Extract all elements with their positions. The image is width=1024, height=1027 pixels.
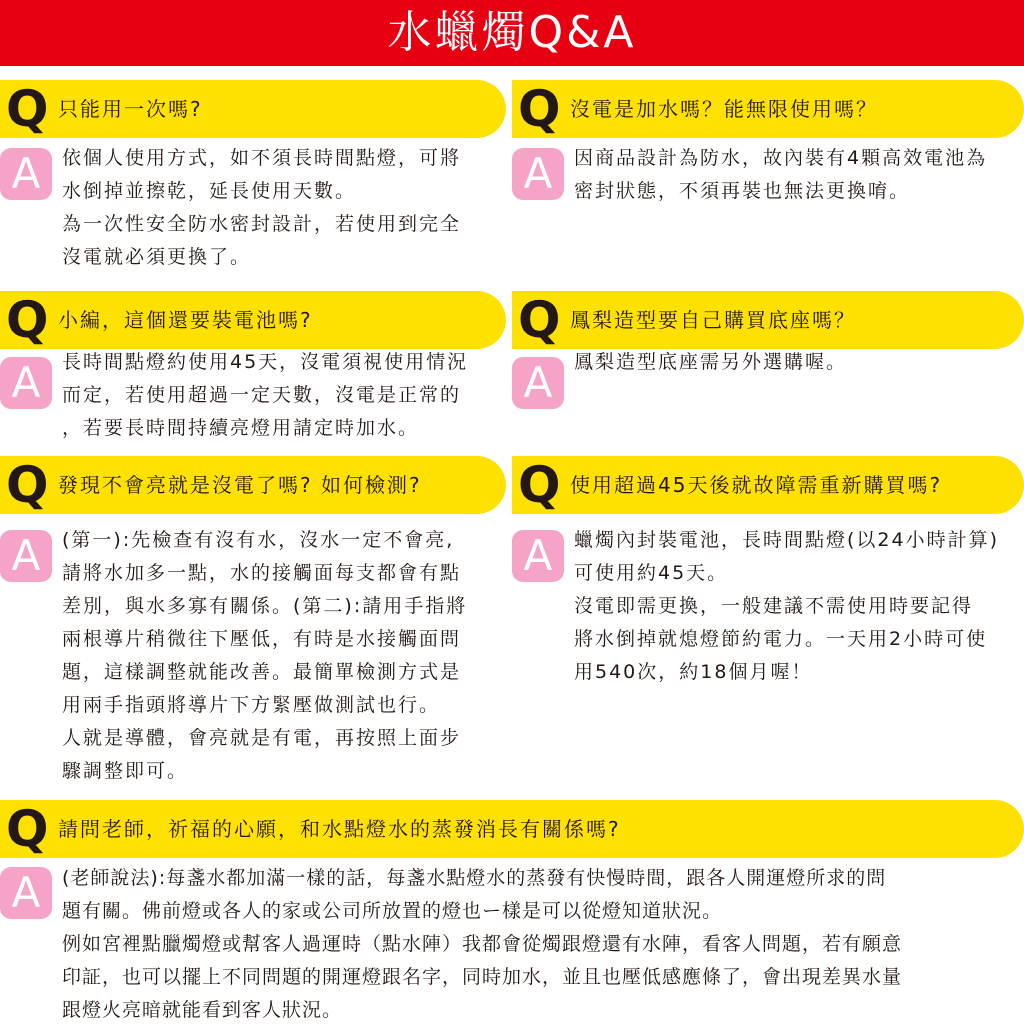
answer-badge: A xyxy=(512,357,564,409)
answer-line: (第一):先檢查有沒有水，沒水一定不會亮, xyxy=(62,529,455,551)
answer-badge: A xyxy=(0,530,52,582)
question-marker: Q xyxy=(518,80,561,138)
question-text: 發現不會亮就是沒電了嗎? 如何檢測? xyxy=(58,473,422,497)
question-marker: Q xyxy=(6,291,49,349)
answer-line: 驟調整即可。 xyxy=(62,760,189,782)
answer-badge: A xyxy=(512,530,564,582)
question-bar xyxy=(512,80,1024,138)
question-text: 小編，這個還要裝電池嗎? xyxy=(58,308,313,332)
question-marker: Q xyxy=(6,800,49,858)
question-bar xyxy=(0,291,506,349)
question-text: 請問老師，祈福的心願，和水點燈水的蒸發消長有關係嗎? xyxy=(58,817,621,841)
answer-text xyxy=(574,524,1022,689)
answer-line: 而定，若使用超過一定天數，沒電是正常的 xyxy=(62,384,462,406)
answer-line: 蠟燭內封裝電池，長時間點燈(以24小時計算) xyxy=(574,529,1000,551)
question-text: 只能用一次嗎? xyxy=(58,97,203,121)
answer-badge: A xyxy=(0,357,52,409)
answer-line: 人就是導體，會亮就是有電，再按照上面步 xyxy=(62,727,462,749)
question-marker: Q xyxy=(6,80,49,138)
answer-line: 可使用約45天。 xyxy=(574,562,729,584)
question-bar xyxy=(512,291,1024,349)
question-text: 使用超過45天後就故障需重新購買嗎? xyxy=(570,473,943,497)
answer-line: 依個人使用方式，如不須長時間點燈，可將 xyxy=(62,147,462,169)
answer-text xyxy=(574,346,1022,379)
answer-line: 用兩手指頭將導片下方緊壓做測試也行。 xyxy=(62,694,441,716)
answer-line: 長時間點燈約使用45天，沒電須視使用情況 xyxy=(62,351,469,373)
answer-text xyxy=(62,862,1022,1027)
answer-line: 用540次，約18個月喔！ xyxy=(574,661,813,683)
answer-text xyxy=(62,524,508,788)
answer-text xyxy=(62,346,508,445)
answer-badge: A xyxy=(0,148,52,200)
answer-line: 沒電就必須更換了。 xyxy=(62,246,252,268)
answer-text xyxy=(574,142,1022,208)
answer-badge: A xyxy=(0,867,52,919)
answer-line: 題有關。佛前燈或各人的家或公司所放置的燈也ー樣是可以從燈知道狀況。 xyxy=(62,900,723,922)
answer-line: ，若要長時間持續亮燈用請定時加水。 xyxy=(62,417,420,439)
answer-line: 差別，與水多寡有關係。(第二):請用手指將 xyxy=(62,595,468,617)
question-marker: Q xyxy=(6,456,49,514)
answer-line: 題，這樣調整就能改善。最簡單檢測方式是 xyxy=(62,661,462,683)
answer-line: 水倒掉並擦乾，延長使用天數。 xyxy=(62,180,357,202)
answer-line: 請將水加多一點，水的接觸面每支都會有點 xyxy=(62,562,462,584)
question-bar xyxy=(0,80,506,138)
answer-line: 兩根導片稍微往下壓低，有時是水接觸面問 xyxy=(62,628,462,650)
answer-line: 鳳梨造型底座需另外選購喔。 xyxy=(574,351,848,373)
question-marker: Q xyxy=(518,456,561,514)
answer-line: (老師說法):每盞水都加滿一樣的話，每盞水點燈水的蒸發有快慢時間，跟各人開運燈所求的問 xyxy=(62,867,887,889)
answer-line: 沒電即需更換，一般建議不需使用時要記得 xyxy=(574,595,974,617)
answer-badge: A xyxy=(512,148,564,200)
answer-line: 例如宮裡點臘燭燈或幫客人過運時（點水陣）我都會從燭跟燈還有水陣，看客人問題，若有願意 xyxy=(62,933,903,955)
page-title: 水蠟燭Q&A xyxy=(0,0,1024,66)
answer-line: 因商品設計為防水，故內裝有4顆高效電池為 xyxy=(574,147,988,169)
answer-line: 印証，也可以擺上不同問題的開運燈跟名字，同時加水，並且也壓低感應條了，會出現差異水量 xyxy=(62,966,903,988)
question-bar xyxy=(512,456,1024,514)
answer-line: 跟燈火亮暗就能看到客人狀況。 xyxy=(62,999,343,1021)
question-marker: Q xyxy=(518,291,561,349)
question-bar xyxy=(0,800,1024,858)
question-bar xyxy=(0,456,506,514)
answer-line: 將水倒掉就熄燈節約電力。一天用2小時可使 xyxy=(574,628,988,650)
answer-line: 為一次性安全防水密封設計，若使用到完全 xyxy=(62,213,462,235)
question-text: 鳳梨造型要自己購買底座嗎？ xyxy=(570,308,856,332)
question-text: 沒電是加水嗎？能無限使用嗎？ xyxy=(570,97,878,121)
answer-line: 密封狀態，不須再裝也無法更換唷。 xyxy=(574,180,911,202)
answer-text xyxy=(62,142,508,274)
